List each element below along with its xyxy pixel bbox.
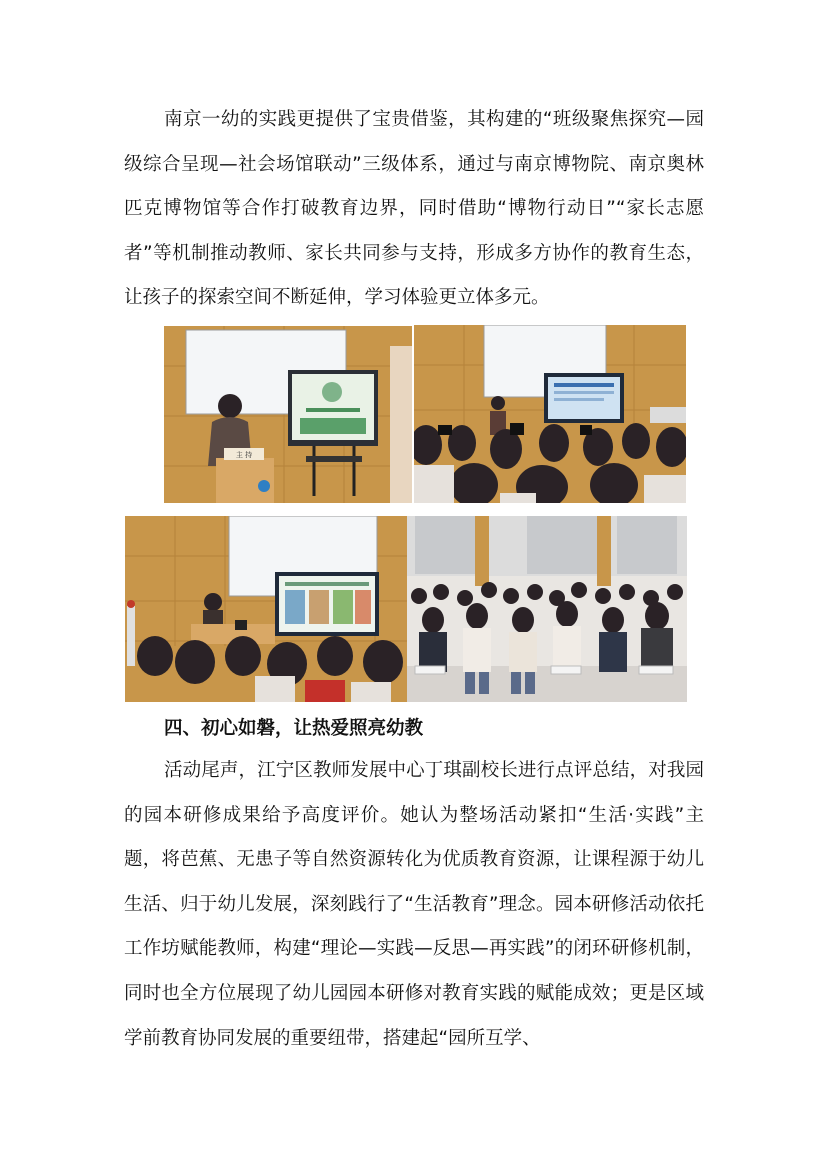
photo-speaker-podium — [164, 326, 412, 503]
podium-sign-text: 主 持 — [235, 451, 253, 459]
section-heading: 四、初心如磐，让热爱照亮幼教 — [164, 718, 424, 739]
photo-seated-audience — [407, 516, 687, 702]
photo-audience-photographing — [414, 325, 686, 503]
body-paragraph-1: 南京一幼的实践更提供了宝贵借鉴，其构建的“班级聚焦探究—园级综合呈现—社会场馆联动”三级体系，通过与南京博物院、南京奥林匹克博物馆等合作打破教育边界，同时借助“博物行动日”“家长志愿者”等机制推动教师、家长共同参与支持，形成多方协作的教育生态，让孩子的探索空间不断延伸，学习体验更立体多元。 — [124, 109, 704, 309]
body-paragraph-2: 活动尾声，江宁区教师发展中心丁琪副校长进行点评总结，对我园的园本研修成果给予高度评价。她认为整场活动紧扣“生活·实践”主题，将芭蕉、无患子等自然资源转化为优质教育资源，让课程源于幼儿生活、归于幼儿发展，深刻践行了“生活教育”理念。园本研修活动依托工作坊赋能教师，构建“理论—实践—反思—再实践”的闭环研修机制，同时也全方位展现了幼儿园园本研修对教育实践的赋能成效；更是区域学前教育协同发展的重要纽带，搭建起“园所互学、 — [124, 760, 704, 1049]
photo-speaker-slides — [125, 516, 407, 702]
